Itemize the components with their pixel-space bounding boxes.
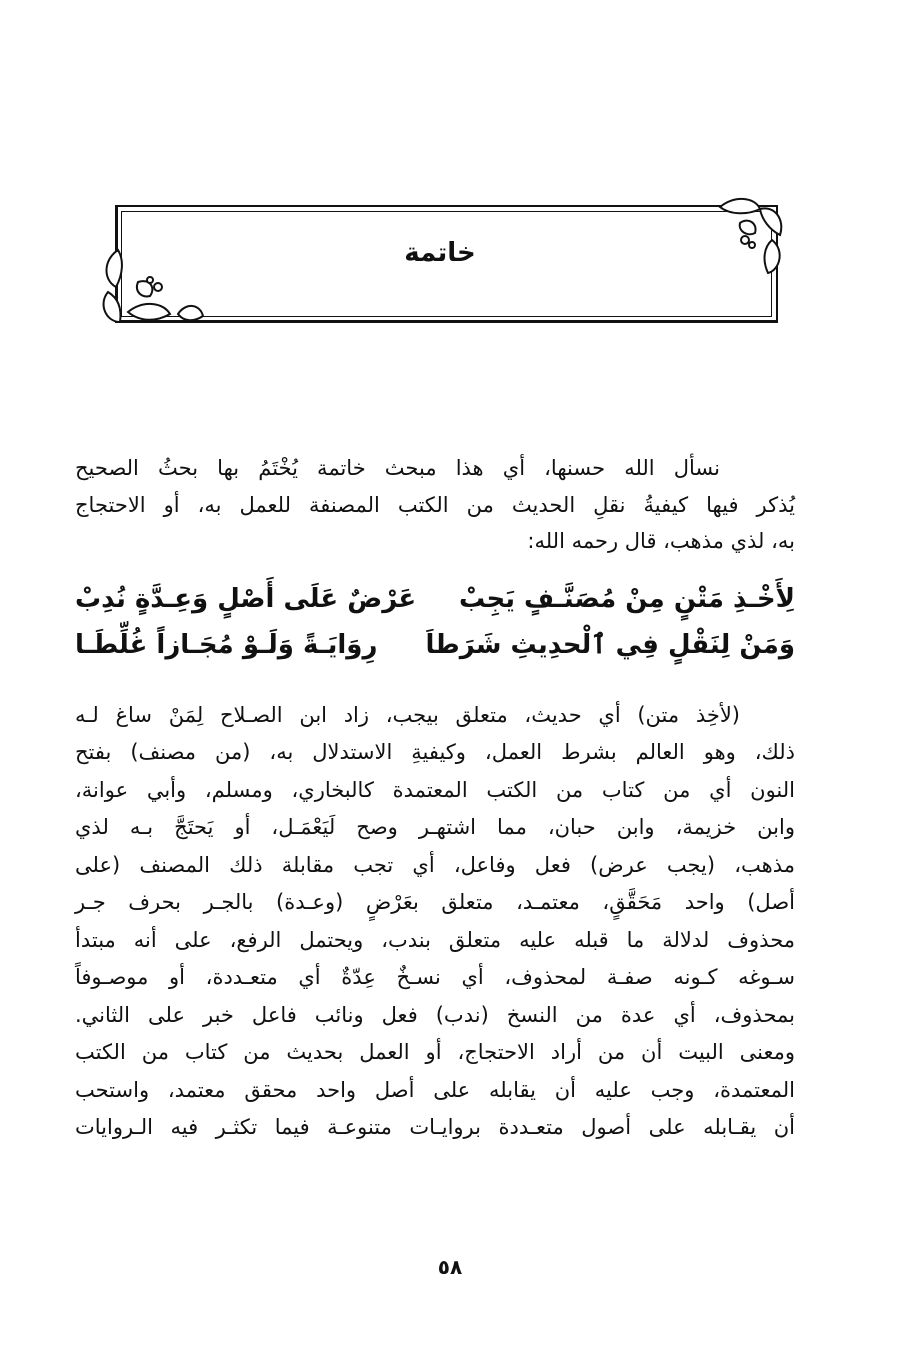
intro-line: نسأل الله حسنها، أي هذا مبحث خاتمة يُخْتَمُ بها بحثُ الصحيح — [75, 456, 720, 480]
commentary-line: ومعنى البيت أن من أراد الاحتجاج، أو العمل بحديث من كتاب من الكتب — [75, 1040, 795, 1064]
verse-1-second-hemistich: عَرْضٌ عَلَى أَصْلٍ وَعِـدَّةٍ نُدِبْ — [75, 584, 417, 614]
verse-2-first-hemistich: وَمَنْ لِنَقْلٍ فِي ٱلْحدِيثِ شَرَطاَ — [425, 630, 795, 660]
intro-line: يُذكر فيها كيفيةُ نقلِ الحديث من الكتب المصنفة للعمل به، أو الاحتجاج — [75, 493, 795, 517]
page-number: ٥٨ — [437, 1255, 463, 1279]
commentary-line: وابن خزيمة، وابن حبان، مما اشتهـر وصح لَيَعْمَـل، أو يَحتَجَّ بـه لذي — [75, 815, 795, 839]
intro-line: به، لذي مذهب، قال رحمه الله: — [527, 529, 795, 553]
commentary-line: ذلك، وهو العالم بشرط العمل، وكيفيةِ الاستدلال به، (من مصنف) بفتح — [75, 740, 795, 764]
verse-2-second-hemistich: رِوَايَـةً وَلَـوْ مُجَـازاً غُلِّطَـا — [75, 630, 378, 660]
commentary-line: محذوف لدلالة ما قبله عليه متعلق بندب، ويحتمل الرفع، على أنه مبتدأ — [75, 928, 795, 952]
commentary-line: (لأخِذ متن) أي حديث، متعلق بيجب، زاد ابن الصـلاح لِمَنْ ساغ لـه — [75, 703, 740, 727]
commentary-line: أن يقـابله على أصول متعـددة بروايـات متنوعـة فيما تكثـر فيه الـروايات — [75, 1115, 795, 1139]
floral-ornament-bottom-left-icon — [98, 242, 208, 332]
commentary-line: المعتمدة، وجب عليه أن يقابله على أصل واحد محقق معتمد، واستحب — [75, 1078, 795, 1102]
commentary-line: سـوغه كـونه صفـة لمحذوف، أي نسـخٌ عِدّةٌ أي متعـددة، أو موصـوفاً — [75, 965, 795, 989]
commentary-line: أصل) واحد مَحَقَّقٍ، معتمـد، متعلق بعَرْضٍ (وعـدة) بالجـر بحرف جـر — [75, 890, 795, 914]
commentary-line: النون أي من كتاب من الكتب المعتمدة كالبخاري، ومسلم، وأبي عوانة، — [75, 778, 795, 802]
chapter-title: خاتمة — [404, 238, 476, 268]
verse-1-first-hemistich: لِأَخْـذِ مَتْنٍ مِنْ مُصَنَّـفٍ يَجِبْ — [458, 584, 795, 614]
floral-ornament-top-right-icon — [700, 195, 790, 285]
commentary-line: مذهب، (يجب عرض) فعل وفاعل، أي تجب مقابلة ذلك المصنف (على — [75, 853, 795, 877]
commentary-line: بمحذوف، أي عدة من النسخ (ندب) فعل ونائب فاعل خبر على الثاني. — [75, 1003, 795, 1027]
